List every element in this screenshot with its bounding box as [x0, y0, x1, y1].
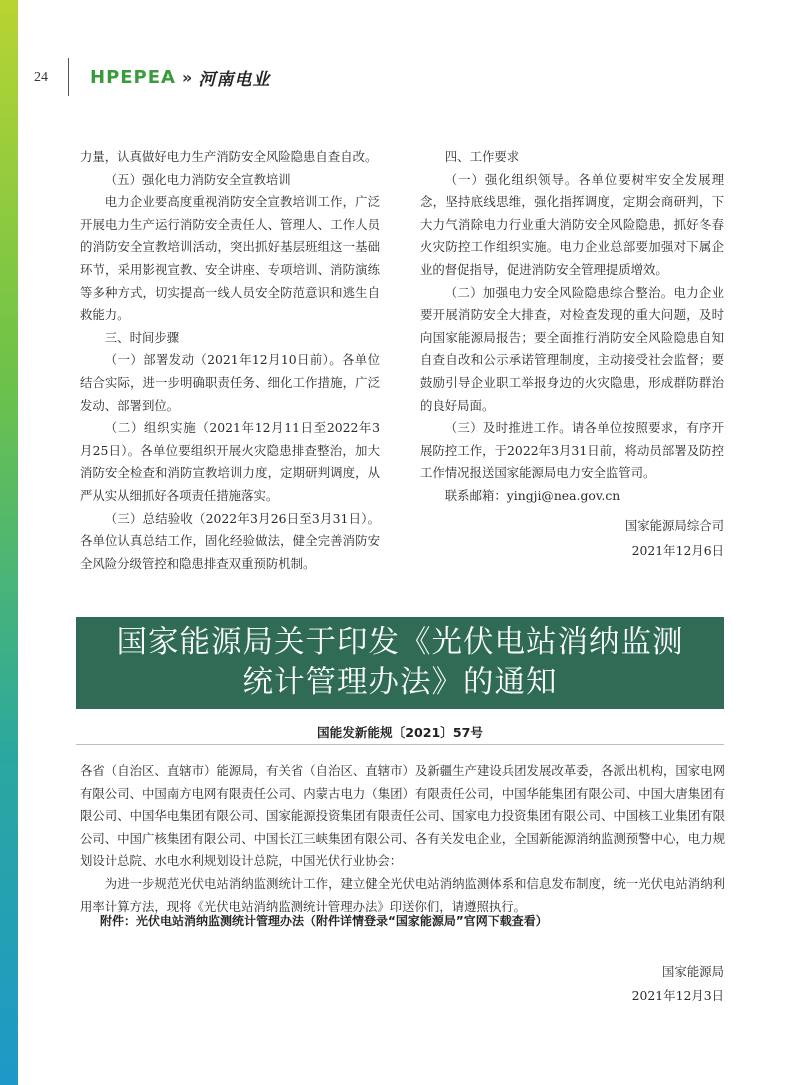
paragraph: （一）强化组织领导。各单位要树牢安全发展理念，坚持底线思维，强化指挥调度，定期会商研判，下大力气消除电力行业重大消防安全风险隐患，抓好冬春火灾防控工作组织实施。电力企业总部要加强对下属企业的督促指导，促进消防安全管理提质增效。 — [420, 171, 724, 277]
document-number-divider — [76, 744, 724, 745]
signature-date: 2021年12月6日 — [631, 543, 724, 558]
section-heading: 三、时间步骤 — [104, 329, 180, 345]
paragraph: （二）加强电力安全风险隐患综合整治。电力企业要开展消防安全大排查，对检查发现的重大问题，及时向国家能源局报告；要全面推行消防安全风险隐患自知自查自改和公示承诺管理制度，主动接受社会监督；要鼓励引导企业职工举报身边的火灾隐患，形成群防群治的良好局面。 — [420, 284, 724, 413]
header-divider — [68, 58, 69, 96]
notice-recipients: 各省（自治区、直辖市）能源局，有关省（自治区、直辖市）及新疆生产建设兵团发展改革委，各派出机构，国家电网有限公司、中国南方电网有限责任公司、内蒙古电力（集团）有限责任公司，中国华能集团有限公司、中国大唐集团有限公司、中国华电集团有限公司、国家能源投资集团有限责任公司、国家电力投资集团有限公司、中国核工业集团有限公司、中国广核集团有限公司、中国长江三峡集团有限公司、各有关发电企业，全国新能源消纳监测预警中心，电力规划设计总院、水电水利规划设计总院，中国光伏行业协会： — [80, 763, 725, 869]
paragraph: 电力企业要高度重视消防安全宣教培训工作，广泛开展电力生产运行消防安全责任人、管理人、工作人员的消防安全宣教培训活动，突出抓好基层班组这一基础环节，采用影视宣教、安全讲座、专项培训、消防演练等多种方式，切实提高一线人员安全防范意识和逃生自救能力。 — [80, 194, 380, 323]
paragraph: （一）部署发动（2021年12月10日前）。各单位结合实际，进一步明确职责任务、细化工作措施，广泛发动、部署到位。 — [80, 352, 380, 413]
logo-latin-text: HPEPEA — [90, 66, 176, 88]
left-column — [80, 146, 380, 575]
paragraph: 力量，认真做好电力生产消防安全风险隐患自查自改。 — [80, 149, 378, 164]
attachment-note: 附件：光伏电站消纳监测统计管理办法（附件详情登录“国家能源局”官网下载查看） — [100, 914, 548, 928]
logo-chinese-text: 河南电业 — [198, 69, 271, 90]
notice-paragraph: 为进一步规范光伏电站消纳监测统计工作，建立健全光伏电站消纳监测体系和信息发布制度，统一光伏电站消纳利用率计算方法，现将《光伏电站消纳监测统计管理办法》印送你们，请遵照执行。 — [80, 875, 725, 914]
first-signature — [420, 516, 724, 534]
notice-body — [80, 760, 725, 918]
contact-email: 联系邮箱：yingji@nea.gov.cn — [444, 487, 621, 503]
page-number: 24 — [34, 70, 48, 85]
notice-title-line-1: 国家能源局关于印发《光伏电站消纳监测 — [116, 625, 684, 660]
paragraph: （三）总结验收（2022年3月26日至3月31日）。各单位认真总结工作，固化经验做法，健全完善消防安全风险分级管控和隐患排查双重预防机制。 — [80, 510, 380, 571]
notice-title-banner — [76, 617, 724, 709]
notice-title-line-2: 统计管理办法》的通知 — [242, 665, 558, 700]
magazine-logo — [90, 66, 270, 88]
right-column — [420, 146, 724, 508]
logo-separator: » — [181, 67, 193, 87]
paragraph: （二）组织实施（2021年12月11日至2022年3月25日）。各单位要组织开展火灾隐患排查整治，加大消防安全检查和消防宣教培训力度，定期研判调度，从严从实从细抓好各项责任措施落实。 — [80, 420, 380, 503]
first-signature-date-row — [420, 541, 724, 559]
section-heading: （五）强化电力消防安全宣教培训 — [104, 171, 291, 187]
final-signature-date: 2021年12月3日 — [631, 988, 724, 1003]
final-signature-org: 国家能源局 — [662, 964, 724, 979]
paragraph: （三）及时推进工作。请各单位按照要求，有序开展防控工作，于2022年3月31日前，将动员部署及防控工作情况报送国家能源局电力安全监管司。 — [420, 420, 724, 481]
section-heading: 四、工作要求 — [444, 149, 520, 164]
signature-org: 国家能源局综合司 — [624, 518, 724, 533]
document-number: 国能发新能规〔2021〕57号 — [317, 725, 483, 740]
side-color-bar — [0, 0, 18, 1085]
